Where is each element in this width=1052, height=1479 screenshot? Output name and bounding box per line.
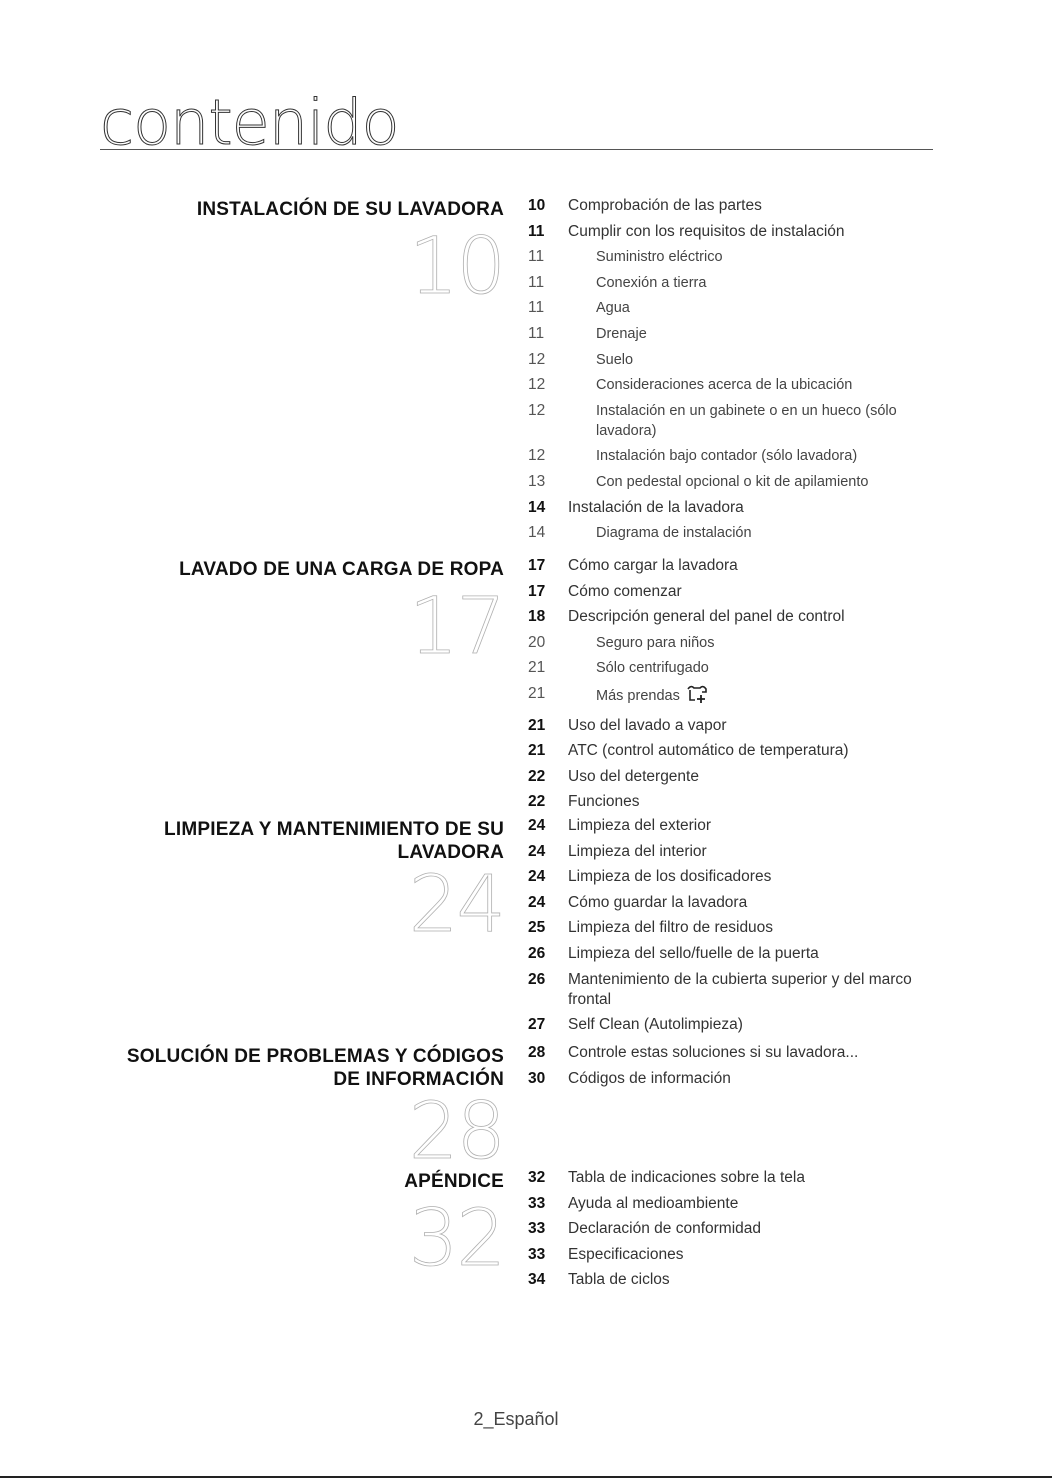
- entry-page-number: 11: [528, 324, 545, 342]
- entry-label: Uso del lavado a vapor: [568, 716, 727, 734]
- entry-text: [568, 247, 948, 267]
- entry-page-number: 26: [528, 970, 546, 988]
- entry-text: [568, 1245, 948, 1265]
- entry-text: [568, 446, 948, 466]
- toc-entry[interactable]: [528, 970, 948, 1010]
- entry-page-number: 26: [528, 944, 546, 962]
- entry-label: Mantenimiento de la cubierta superior y del marco frontal: [568, 970, 912, 1008]
- toc-entry[interactable]: [528, 247, 948, 267]
- entry-page-number: 12: [528, 401, 546, 419]
- entry-text: [568, 401, 948, 441]
- entry-text: [568, 816, 948, 836]
- toc-entry[interactable]: [528, 222, 948, 242]
- toc-entry[interactable]: [528, 918, 948, 938]
- entry-label: Limpieza del sello/fuelle de la puerta: [568, 944, 819, 962]
- entry-label: Funciones: [568, 793, 640, 811]
- toc-entry[interactable]: [528, 1043, 948, 1063]
- entry-label: Diagrama de instalación: [596, 525, 752, 542]
- entry-page-number: 17: [528, 557, 546, 574]
- entry-text: [568, 196, 948, 216]
- section-title: [197, 198, 504, 221]
- entry-page-number: 24: [528, 868, 546, 886]
- section-title: [179, 558, 504, 581]
- entry-label: Cómo guardar la lavadora: [568, 893, 748, 911]
- entry-text: [568, 1168, 948, 1188]
- entry-label: Instalación bajo contador (sólo lavadora): [596, 448, 858, 465]
- entry-page-number: 11: [528, 273, 545, 291]
- toc-entry[interactable]: [528, 816, 948, 836]
- entry-text: [568, 298, 948, 318]
- entry-label: Comprobación de las partes: [568, 197, 762, 214]
- entry-text: [568, 792, 948, 812]
- entry-text: [568, 741, 948, 761]
- entry-text: [568, 222, 948, 242]
- entry-text: [568, 1270, 948, 1290]
- toc-entry[interactable]: [528, 350, 948, 370]
- entry-label: Consideraciones acerca de la ubicación: [596, 377, 853, 394]
- entry-list: [528, 1043, 948, 1094]
- toc-entry[interactable]: [528, 893, 948, 913]
- entry-text: [568, 472, 948, 492]
- entry-label: Controle estas soluciones si su lavadora...: [568, 1044, 859, 1061]
- section-title-line: LAVADO DE UNA CARGA DE ROPA: [179, 559, 504, 580]
- toc-entry[interactable]: [528, 446, 948, 466]
- entry-text: [568, 375, 948, 395]
- toc-entry[interactable]: [528, 792, 948, 812]
- toc-entry[interactable]: [528, 1069, 948, 1089]
- toc-entry[interactable]: [528, 375, 948, 395]
- section-title: [127, 1045, 504, 1091]
- toc-entry[interactable]: [528, 633, 948, 653]
- entry-text: [568, 918, 948, 938]
- entry-page-number: 12: [528, 350, 546, 368]
- toc-entry[interactable]: [528, 607, 948, 627]
- entry-page-number: 33: [528, 1245, 546, 1263]
- toc-entry[interactable]: [528, 401, 948, 441]
- entry-text: [568, 867, 948, 887]
- add-garment-icon: [686, 684, 708, 710]
- entry-page-number: 34: [528, 1271, 546, 1289]
- bottom-divider: [0, 1476, 1052, 1478]
- toc-entry[interactable]: [528, 556, 948, 576]
- entry-text: [568, 556, 948, 576]
- entry-text: [568, 684, 948, 710]
- entry-list: [528, 1168, 948, 1296]
- entry-label: Instalación en un gabinete o en un hueco (sólo lavadora): [596, 402, 897, 439]
- page-footer: 2_Español: [473, 1409, 559, 1429]
- toc-entry[interactable]: [528, 658, 948, 678]
- toc-entry[interactable]: [528, 842, 948, 862]
- entry-page-number: 12: [528, 376, 546, 394]
- toc-entry[interactable]: [528, 1245, 948, 1265]
- section-number: 28: [408, 1087, 504, 1177]
- entry-page-number: 14: [528, 498, 546, 516]
- toc-entry[interactable]: [528, 716, 948, 736]
- entry-label: Suministro eléctrico: [596, 249, 723, 266]
- section-title-line: LIMPIEZA Y MANTENIMIENTO DE SU: [164, 819, 504, 840]
- entry-label: Descripción general del panel de control: [568, 608, 845, 626]
- entry-label: Cumplir con los requisitos de instalación: [568, 222, 845, 240]
- toc-entry[interactable]: [528, 324, 948, 344]
- entry-page-number: 12: [528, 447, 546, 465]
- entry-text: [568, 607, 948, 627]
- entry-page-number: 28: [528, 1044, 546, 1061]
- entry-label: Con pedestal opcional o kit de apilamiento: [596, 473, 869, 490]
- page-title: contenido: [100, 86, 399, 159]
- entry-label: Limpieza de los dosificadores: [568, 868, 772, 886]
- entry-page-number: 22: [528, 793, 546, 811]
- entry-page-number: 10: [528, 197, 546, 214]
- entry-list: [528, 196, 948, 549]
- section-title: [164, 818, 504, 864]
- entry-page-number: 24: [528, 893, 546, 911]
- entry-page-number: 24: [528, 817, 546, 834]
- entry-label: Seguro para niños: [596, 634, 715, 651]
- toc-entry[interactable]: [528, 1015, 948, 1035]
- entry-text: [568, 842, 948, 862]
- toc-entry[interactable]: [528, 741, 948, 761]
- entry-text: [568, 523, 948, 543]
- toc-entry[interactable]: [528, 472, 948, 492]
- toc-entry[interactable]: [528, 867, 948, 887]
- entry-page-number: 17: [528, 582, 546, 600]
- entry-label: Instalación de la lavadora: [568, 498, 744, 516]
- entry-text: [568, 1015, 948, 1035]
- entry-list: [528, 556, 948, 818]
- section-title: [404, 1170, 504, 1193]
- entry-text: [568, 716, 948, 736]
- entry-label: Tabla de ciclos: [568, 1271, 670, 1289]
- entry-label: Declaración de conformidad: [568, 1220, 761, 1238]
- entry-page-number: 21: [528, 659, 546, 677]
- entry-label: Tabla de indicaciones sobre la tela: [568, 1169, 805, 1186]
- toc-entry[interactable]: [528, 582, 948, 602]
- entry-list: [528, 816, 948, 1041]
- entry-label: ATC (control automático de temperatura): [568, 742, 849, 760]
- entry-label: Limpieza del exterior: [568, 817, 712, 834]
- section-title-line: LAVADORA: [397, 842, 504, 863]
- entry-label: Limpieza del filtro de residuos: [568, 919, 774, 937]
- entry-page-number: 21: [528, 684, 546, 702]
- toc-entry[interactable]: [528, 1168, 948, 1188]
- entry-page-number: 18: [528, 608, 546, 626]
- entry-page-number: 24: [528, 842, 546, 860]
- section-number: 17: [408, 582, 504, 672]
- toc-entry[interactable]: [528, 944, 948, 964]
- entry-label: Suelo: [596, 351, 634, 368]
- entry-label: Self Clean (Autolimpieza): [568, 1016, 743, 1034]
- entry-text: [568, 324, 948, 344]
- entry-text: [568, 1219, 948, 1239]
- entry-page-number: 21: [528, 742, 546, 760]
- section-number: 24: [408, 860, 504, 950]
- toc-entry[interactable]: [528, 767, 948, 787]
- entry-text: [568, 944, 948, 964]
- entry-text: [568, 970, 948, 1010]
- toc-entry[interactable]: [528, 1219, 948, 1239]
- entry-page-number: 20: [528, 633, 546, 651]
- toc-entry[interactable]: [528, 298, 948, 318]
- section-title-line: APÉNDICE: [404, 1171, 504, 1192]
- entry-text: [568, 893, 948, 913]
- section-title-line: SOLUCIÓN DE PROBLEMAS Y CÓDIGOS: [126, 1046, 504, 1067]
- section-number: 32: [408, 1194, 504, 1284]
- section-title-line: DE INFORMACIÓN: [333, 1069, 504, 1090]
- entry-label: Agua: [596, 300, 630, 317]
- entry-text: [568, 498, 948, 518]
- entry-page-number: 33: [528, 1220, 546, 1238]
- entry-page-number: 25: [528, 919, 546, 937]
- entry-page-number: 14: [528, 524, 546, 542]
- entry-label: Sólo centrifugado: [596, 660, 709, 677]
- entry-text: [568, 633, 948, 653]
- section-title-line: INSTALACIÓN DE SU LAVADORA: [196, 199, 504, 220]
- entry-text: [568, 658, 948, 678]
- section-number: 10: [408, 222, 504, 312]
- entry-text: [568, 350, 948, 370]
- entry-page-number: 30: [528, 1069, 546, 1087]
- toc-entry[interactable]: [528, 1194, 948, 1214]
- entry-label: Conexión a tierra: [596, 274, 707, 291]
- entry-label: Más prendas: [596, 687, 680, 704]
- entry-label: Cómo cargar la lavadora: [568, 557, 738, 574]
- title-divider: [100, 149, 933, 150]
- entry-label: Uso del detergente: [568, 767, 699, 785]
- entry-label: Cómo comenzar: [568, 582, 682, 600]
- entry-page-number: 22: [528, 767, 546, 785]
- entry-label: Códigos de información: [568, 1069, 731, 1087]
- entry-text: [568, 273, 948, 293]
- entry-page-number: 11: [528, 222, 545, 240]
- toc-entry[interactable]: [528, 196, 948, 216]
- toc-entry[interactable]: [528, 684, 948, 710]
- entry-page-number: 11: [528, 299, 545, 317]
- entry-label: Drenaje: [596, 325, 647, 342]
- toc-entry[interactable]: [528, 523, 948, 543]
- entry-label: Especificaciones: [568, 1245, 684, 1263]
- entry-page-number: 33: [528, 1194, 546, 1212]
- entry-text: [568, 1194, 948, 1214]
- entry-page-number: 32: [528, 1169, 546, 1186]
- entry-text: [568, 582, 948, 602]
- toc-entry[interactable]: [528, 1270, 948, 1290]
- entry-page-number: 27: [528, 1016, 546, 1034]
- entry-page-number: 21: [528, 716, 546, 734]
- entry-label: Limpieza del interior: [568, 842, 707, 860]
- toc-entry[interactable]: [528, 498, 948, 518]
- entry-text: [568, 1069, 948, 1089]
- entry-label: Ayuda al medioambiente: [568, 1194, 739, 1212]
- entry-page-number: 11: [528, 248, 545, 266]
- toc-entry[interactable]: [528, 273, 948, 293]
- entry-page-number: 13: [528, 472, 546, 490]
- entry-text: [568, 767, 948, 787]
- entry-text: [568, 1043, 948, 1063]
